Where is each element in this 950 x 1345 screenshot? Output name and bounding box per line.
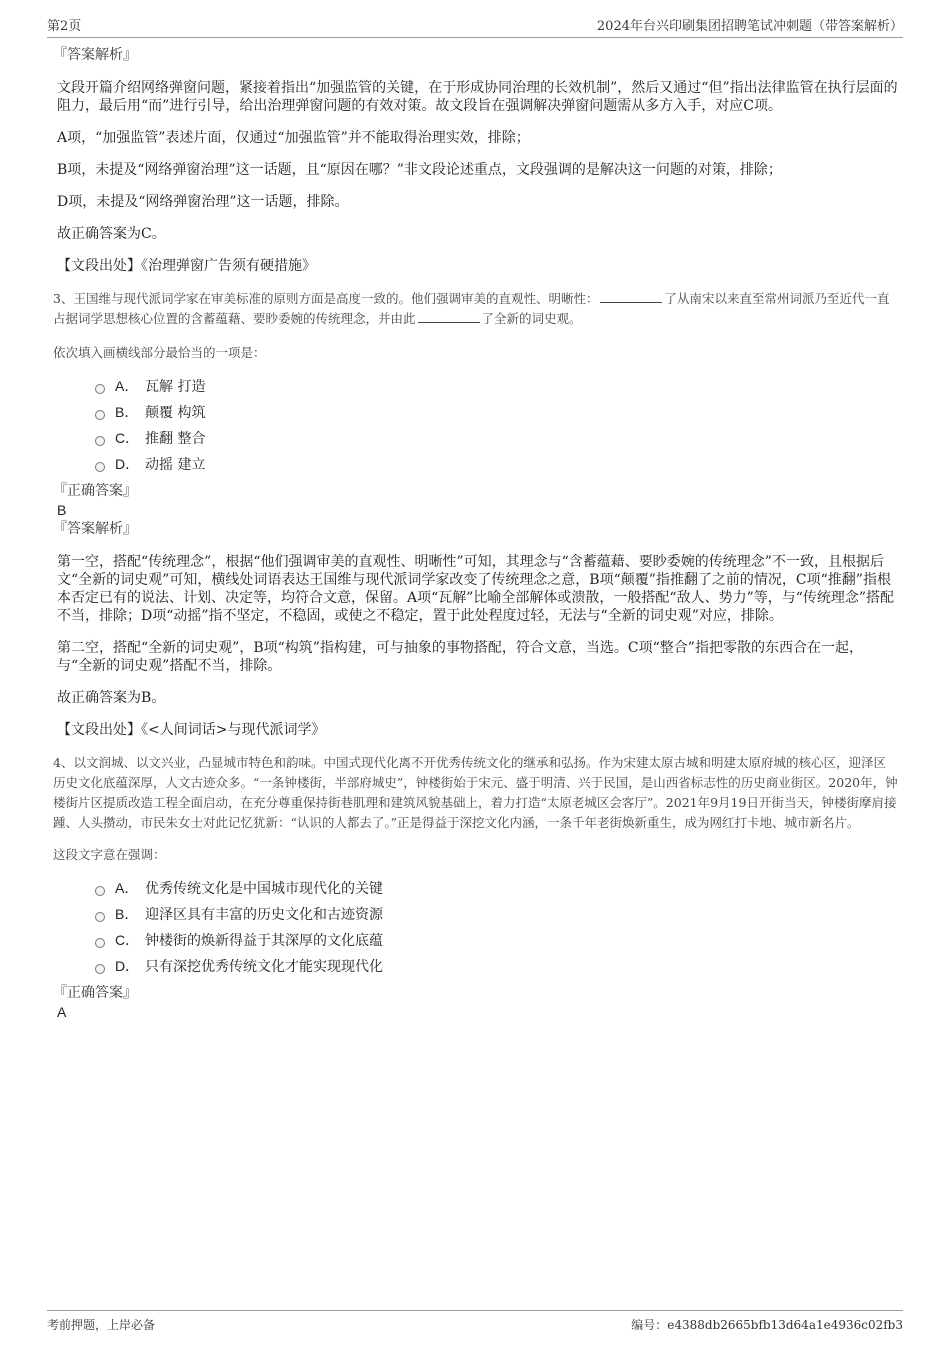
analysis-paragraph: 第二空，搭配“全新的词史观”，B项“构筑”指构建，可与抽象的事物搭配，符合文意，当选。C项“整合”指把零散的东西合在一起，与“全新的词史观”搭配不当，排除。 bbox=[57, 640, 863, 674]
radio-icon[interactable] bbox=[95, 436, 105, 446]
correct-answer-label: 『正确答案』 bbox=[53, 985, 137, 1001]
source-citation: 【文段出处】《<人间词话>与现代派词学》 bbox=[57, 722, 326, 738]
analysis-paragraph: A项，“加强监管”表述片面，仅通过“加强监管”并不能取得治理实效，排除； bbox=[57, 130, 530, 146]
page-footer bbox=[47, 1310, 903, 1335]
option-a[interactable]: A． 瓦解 打造 bbox=[95, 373, 898, 399]
question-text: 了从南宋以来直至常州词派乃至近代一直占据词学思想核心位置的含蓄蕴藉、要眇委婉的传统理念，并由此 bbox=[53, 291, 890, 326]
question-4-stem: 4、以文润城、以文兴业，凸显城市特色和韵味。中国式现代化离不开优秀传统文化的继承和弘扬。作为宋建太原古城和明建太原府城的核心区，迎泽区历史文化底蕴深厚，人文古迹众多。“一条钟楼街，半部府城史”，钟楼街始于宋元、盛于明清、兴于民国，是山西省标志性的历史商业街区。2020年，钟楼街片区提质改造工程全面启动，在充分尊重保持街巷肌理和建筑风貌基础上，着力打造“太原老城区会客厅”。2021年9月19日开街当天，钟楼街摩肩接踵、人头攒动，市民朱女士对此记忆犹新：“认识的人都去了。”正是得益于深挖文化内涵，一条千年老街焕新重生，成为网红打卡地、城市新名片。 bbox=[53, 755, 898, 830]
correct-answer-label: 『正确答案』 bbox=[53, 483, 137, 499]
fill-blank bbox=[418, 310, 480, 323]
page-content bbox=[53, 45, 898, 1021]
radio-icon[interactable] bbox=[95, 886, 105, 896]
question-text: 了全新的词史观。 bbox=[481, 311, 582, 326]
radio-icon[interactable] bbox=[95, 384, 105, 394]
footer-slogan: 考前押题，上岸必备 bbox=[47, 1317, 156, 1332]
analysis-label: 『答案解析』 bbox=[53, 521, 137, 537]
question-prompt: 这段文字意在强调： bbox=[53, 847, 166, 862]
option-c[interactable]: C． 钟楼街的焕新得益于其深厚的文化底蕴 bbox=[95, 927, 898, 953]
analysis-paragraph: 第一空，搭配“传统理念”，根据“他们强调审美的直观性、明晰性”可知，其理念与“含蓄蕴藉、要眇委婉的传统理念”不一致，且根据后文“全新的词史观”可知，横线处词语表达王国维与现代派词学家改变了传统理念之意，B项“颠覆”指推翻了之前的情况，C项“推翻”指根本否定已有的说法、计划、决定等，均符合文意，保留。A项“瓦解”比喻全部解体或溃散，一般搭配“敌人、势力”等，与“传统理念”搭配不当，排除；D项“动摇”指不坚定，不稳固，或使之不稳定，置于此处程度过轻，无法与“全新的词史观”对应，排除。 bbox=[57, 554, 895, 624]
radio-icon[interactable] bbox=[95, 462, 105, 472]
option-b[interactable]: B． 颠覆 构筑 bbox=[95, 399, 898, 425]
source-citation: 【文段出处】《治理弹窗广告须有硬措施》 bbox=[57, 258, 316, 274]
option-c[interactable]: C． 推翻 整合 bbox=[95, 425, 898, 451]
option-d[interactable]: D． 只有深挖优秀传统文化才能实现现代化 bbox=[95, 953, 898, 979]
analysis-paragraph: B项，未提及“网络弹窗治理”这一话题，且“原因在哪？”非文段论述重点，文段强调的是解决这一问题的对策，排除； bbox=[57, 162, 782, 178]
page-number: 第2页 bbox=[47, 19, 82, 34]
analysis-paragraph: D项，未提及“网络弹窗治理”这一话题，排除。 bbox=[57, 194, 349, 210]
radio-icon[interactable] bbox=[95, 938, 105, 948]
radio-icon[interactable] bbox=[95, 410, 105, 420]
radio-icon[interactable] bbox=[95, 912, 105, 922]
correct-answer: B bbox=[57, 502, 67, 518]
correct-answer: A bbox=[57, 1004, 67, 1020]
options-list bbox=[95, 875, 898, 979]
option-d[interactable]: D． 动摇 建立 bbox=[95, 451, 898, 477]
document-id: 编号：e4388db2665bfb13d64a1e4936c02fb3 bbox=[631, 1317, 903, 1332]
option-a[interactable]: A． 优秀传统文化是中国城市现代化的关键 bbox=[95, 875, 898, 901]
page-header bbox=[47, 12, 903, 38]
question-3-stem bbox=[53, 289, 898, 329]
radio-icon[interactable] bbox=[95, 964, 105, 974]
document-title: 2024年台兴印刷集团招聘笔试冲刺题（带答案解析） bbox=[596, 19, 903, 34]
fill-blank bbox=[600, 290, 662, 303]
analysis-label: 『答案解析』 bbox=[53, 47, 137, 63]
question-text: 3、王国维与现代派词学家在审美标准的原则方面是高度一致的。他们强调审美的直观性、明晰性： bbox=[53, 291, 599, 306]
options-list bbox=[95, 373, 898, 477]
conclusion: 故正确答案为C。 bbox=[57, 226, 166, 242]
option-b[interactable]: B． 迎泽区具有丰富的历史文化和古迹资源 bbox=[95, 901, 898, 927]
analysis-paragraph: 文段开篇介绍网络弹窗问题，紧接着指出“加强监管的关键，在于形成协同治理的长效机制”，然后又通过“但”指出法律监管在执行层面的阻力，最后用“而”进行引导，给出治理弹窗问题的有效对策。故文段旨在强调解决弹窗问题需从多方入手，对应C项。 bbox=[57, 80, 898, 114]
conclusion: 故正确答案为B。 bbox=[57, 690, 166, 706]
question-prompt: 依次填入画横线部分最恰当的一项是： bbox=[53, 345, 266, 360]
